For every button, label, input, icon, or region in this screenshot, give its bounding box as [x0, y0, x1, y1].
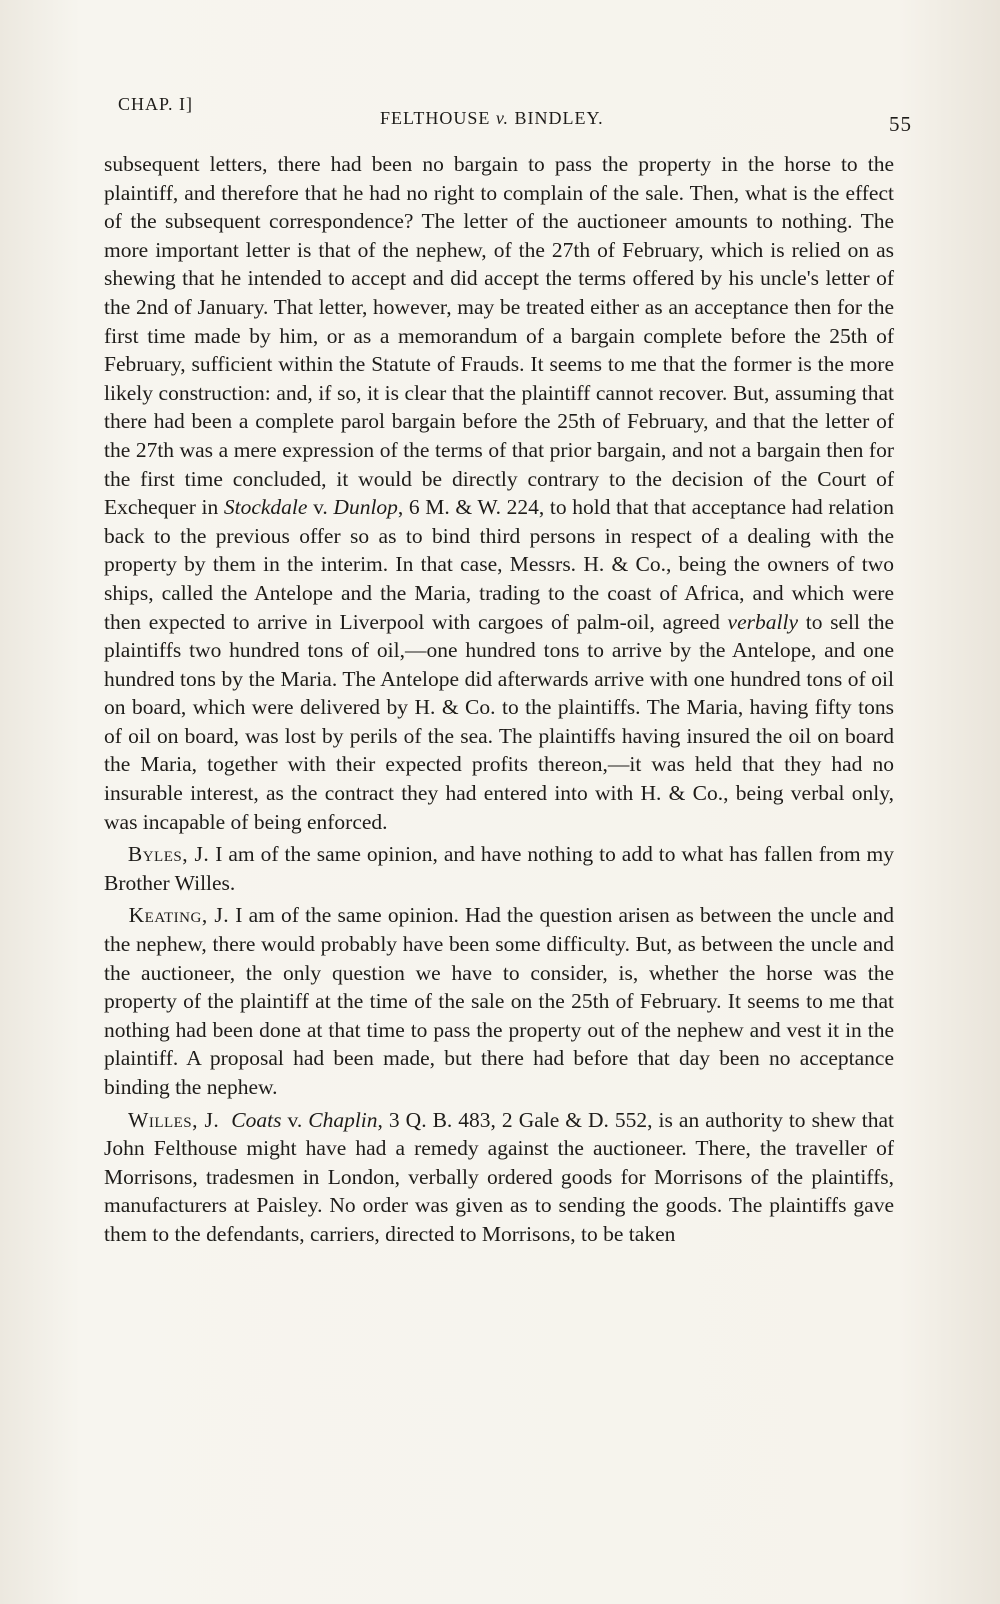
case-name-coats: Coats — [231, 1107, 282, 1132]
judge-keating: Keating, J. — [128, 903, 230, 928]
willes-versus: v. — [281, 1107, 309, 1132]
judge-willes: Willes, J. — [128, 1107, 220, 1132]
p1-text-a: subsequent letters, there had been no bargain to pass the property in the horse to the plaintiff, and therefore that he had no right to complain of the sale. Then, what is the effect of the subsequent correspondence? The letter of the auctioneer amounts to nothing. The more important letter is that of the nephew, of the 27th of February, which is relied on as shewing that he intended to accept and did accept the terms offered by his uncle's letter of the 2nd of January. That letter, however, may be treated either as an acceptance then for the first time made by him, or as a memorandum of a bargain complete before the 25th of February, sufficient within the Statute of Frauds. It seems to me that the former is the more likely construction: and, if so, it is clear that the plaintiff cannot recover. But, assuming that there had been a complete parol bargain before the 25th of February, and that the letter of the 27th was a mere expression of the terms of that prior bargain, and not a bargain then for the first time concluded, it would be directly contrary to the decision of the Court of Exchequer in — [104, 152, 894, 520]
case-name-chaplin: Chaplin — [308, 1107, 378, 1132]
word-verbally: verbally — [727, 609, 798, 634]
chapter-label: CHAP. I] — [118, 94, 194, 114]
byles-text: I am of the same opinion, and have nothing to add to what has fallen from my Brother Willes. — [104, 842, 894, 895]
case-title — [380, 108, 604, 129]
case-name-stockdale: Stockdale — [223, 495, 308, 520]
judge-byles: Byles, J. — [127, 842, 210, 867]
willes-text: , 3 Q. B. 483, 2 Gale & D. 552, is an authority to shew that John Felthouse might have had a remedy against the auctioneer. There, the traveller of Morrisons, tradesmen in London, verbally ordered goods for Morrisons of the plaintiffs, manufacturers at Paisley. No order was given as to sending the goods. The plaintiffs gave them to the defendants, carriers, directed to Morrisons, to be taken — [104, 1107, 894, 1246]
case-title-versus: v. — [495, 108, 510, 128]
page-number: 55 — [889, 112, 912, 136]
page-body — [104, 150, 894, 1249]
running-header — [118, 84, 912, 136]
case-name-dunlop: Dunlop — [333, 495, 398, 520]
p1-text-c: to sell the plaintiffs two hundred tons of oil,—one hundred tons to arrive by the Antelope, and one hundred tons by the Maria. The Antelope did afterwards arrive with one hundred tons of oil on board, which were delivered by H. & Co. to the plaintiffs. The Maria, having fifty tons of oil on board, was lost by perils of the sea. The plaintiffs having insured the oil on board the Maria, together with their expected profits thereon,—it was held that they had no insurable interest, as the contract they had entered into with H. & Co., being verbal only, was incapable of being enforced. — [104, 609, 894, 834]
case-title-part2: BINDLEY. — [509, 108, 604, 128]
paragraph-keating — [104, 901, 894, 1101]
paragraph-continuation — [104, 150, 894, 836]
p1-text-b: , 6 M. & W. 224, to hold that that acceptance had relation back to the previous offer so as to bind third persons in respect of a dealing with the property by them in the interim. In that case, Messrs. H. & Co., being the owners of two ships, called the Antelope and the Maria, trading to the coast of Africa, and which were then expected to arrive in Liverpool with cargoes of palm-oil, agreed — [104, 495, 894, 634]
case-title-part1: FELTHOUSE — [380, 108, 496, 128]
p1-versus: v. — [307, 495, 334, 520]
paragraph-byles — [104, 840, 894, 897]
paragraph-willes — [104, 1106, 894, 1249]
keating-text: I am of the same opinion. Had the question arisen as between the uncle and the nephew, there would probably have been some difficulty. But, as between the uncle and the auctioneer, the only question we have to consider, is, whether the horse was the property of the plaintiff at the time of the sale on the 25th of February. It seems to me that nothing had been done at that time to pass the property out of the nephew and vest it in the plaintiff. A proposal had been made, but there had before that day been no acceptance binding the nephew. — [104, 903, 894, 1099]
